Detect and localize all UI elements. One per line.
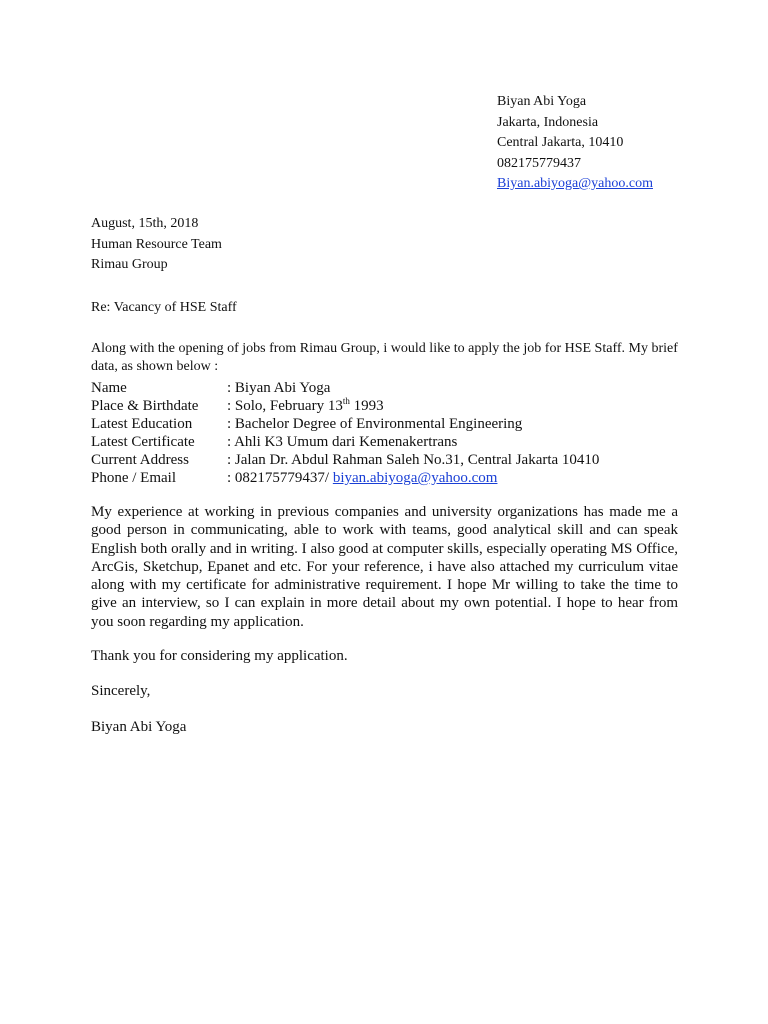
- letter-subject: Re: Vacancy of HSE Staff: [91, 300, 237, 315]
- data-row-birthdate: [91, 397, 599, 415]
- data-row-certificate: [91, 433, 599, 451]
- sender-phone: 082175779437: [497, 155, 581, 171]
- recipient-team: Human Resource Team: [91, 236, 222, 252]
- recipient-block: [91, 214, 222, 276]
- data-row-name: [91, 379, 599, 397]
- closing-line: Sincerely,: [91, 683, 151, 699]
- letter-date: August, 15th, 2018: [91, 216, 199, 231]
- applicant-data-table: [91, 379, 599, 487]
- data-value: : Bachelor Degree of Environmental Engineering: [227, 416, 523, 432]
- data-value: [227, 397, 384, 415]
- data-value: : Ahli K3 Umum dari Kemenakertrans: [227, 434, 458, 450]
- sender-city: Jakarta, Indonesia: [497, 114, 599, 130]
- sender-email-link[interactable]: Biyan.abiyoga@yahoo.com: [497, 176, 653, 191]
- data-label: Current Address: [91, 452, 189, 468]
- data-value: : Biyan Abi Yoga: [227, 380, 331, 396]
- sender-name: Biyan Abi Yoga: [497, 94, 587, 109]
- recipient-company: Rimau Group: [91, 257, 168, 272]
- sender-block: [497, 92, 653, 195]
- birth-value-pre: : Solo, February 13: [227, 398, 343, 414]
- contact-email-link[interactable]: biyan.abiyoga@yahoo.com: [332, 470, 498, 486]
- thanks-line: Thank you for considering my application.: [91, 648, 348, 664]
- data-label: Name: [91, 380, 127, 396]
- data-label: Latest Certificate: [91, 434, 195, 450]
- birth-value-sup: th: [342, 396, 350, 406]
- contact-phone: : 082175779437/: [227, 470, 333, 486]
- intro-paragraph: Along with the opening of jobs from Rimau Group, i would like to apply the job for HSE Staff. My brief data, as shown below :: [91, 341, 678, 374]
- signature-name: Biyan Abi Yoga: [91, 719, 187, 735]
- sender-address: Central Jakarta, 10410: [497, 135, 624, 150]
- body-paragraph: My experience at working in previous companies and university organizations has made me a good person in communicating, able to work with teams, good analytical skill and can speak English both orally and in writing. I also good at computer skills, especially operating MS Office, ArcGis, Sketchup, Epanet and etc. For your reference, i have also attached my curriculum vitae along with my certificate for administrative requirement. I hope Mr willing to take the time to give an interview, so I can explain in more detail about my own potential. I hope to hear from you soon regarding my application.: [91, 504, 678, 630]
- data-label: Latest Education: [91, 416, 193, 432]
- data-row-address: [91, 451, 599, 469]
- data-row-contact: [91, 469, 599, 487]
- data-label: Place & Birthdate: [91, 398, 199, 414]
- birth-value-post: 1993: [349, 398, 384, 414]
- data-value: : Jalan Dr. Abdul Rahman Saleh No.31, Central Jakarta 10410: [227, 452, 600, 468]
- data-value: [227, 469, 497, 487]
- data-label: Phone / Email: [91, 470, 176, 486]
- data-row-education: [91, 415, 599, 433]
